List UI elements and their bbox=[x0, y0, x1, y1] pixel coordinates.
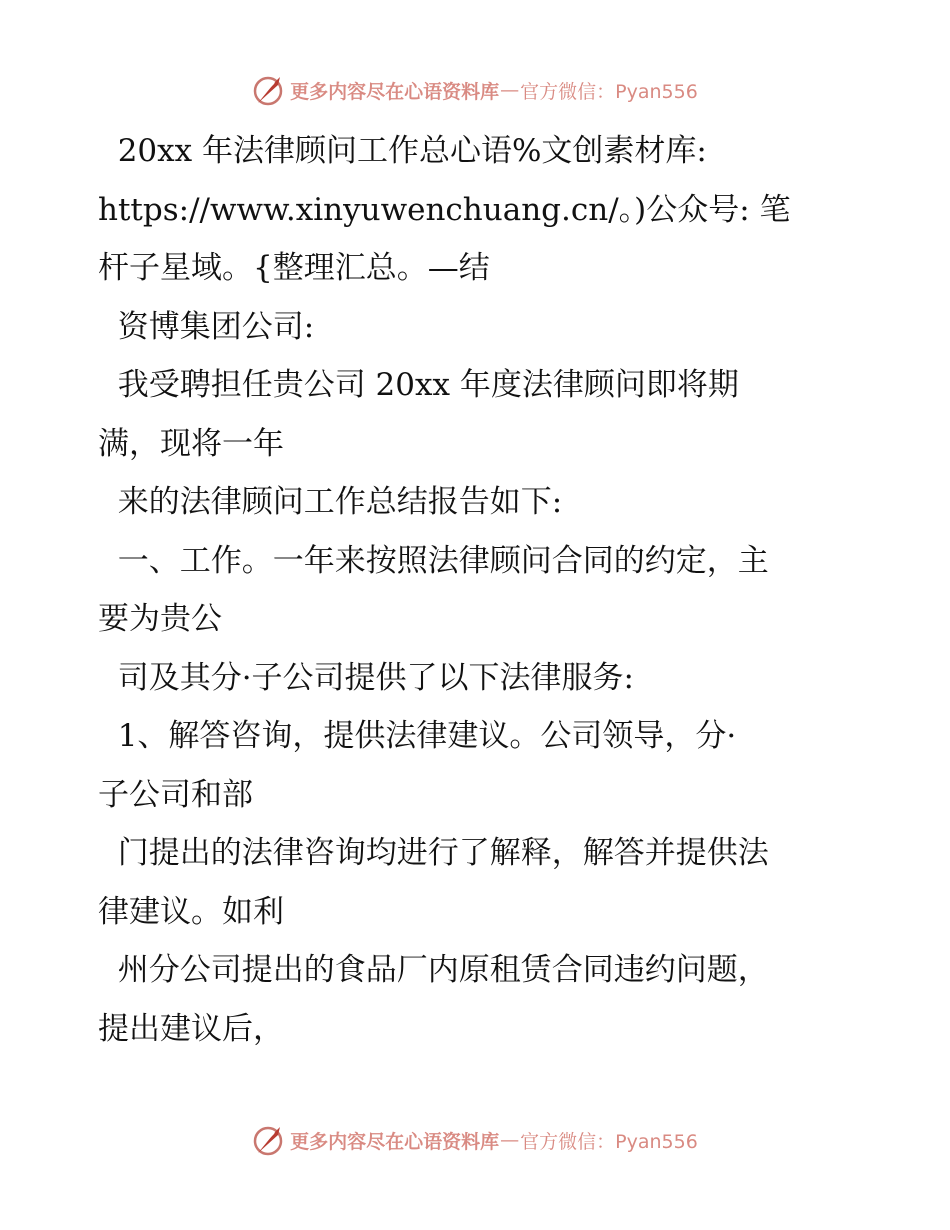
document-line: 司及其分·子公司提供了以下法律服务: bbox=[98, 659, 635, 696]
document-line: 满，现将一年 bbox=[98, 425, 284, 462]
footer-watermark bbox=[0, 1120, 950, 1160]
document-line: 提出建议后， bbox=[98, 1010, 284, 1047]
document-line: 门提出的法律咨询均进行了解释，解答并提供法 bbox=[98, 835, 769, 871]
document-line: 律建议。如利 bbox=[98, 893, 284, 930]
brand-wechat: 官方微信：Pyan556 bbox=[520, 80, 698, 103]
document-line: 州分公司提出的食品厂内原租赁合同违约问题， bbox=[98, 952, 769, 988]
quill-pen-circle-icon bbox=[252, 73, 286, 107]
brand-wechat: 官方微信：Pyan556 bbox=[520, 1130, 698, 1153]
header-watermark bbox=[0, 70, 950, 110]
brand-separator: — bbox=[500, 79, 520, 101]
document-body bbox=[98, 122, 858, 1058]
document-line: 资博集团公司: bbox=[98, 308, 315, 345]
brand-separator: — bbox=[500, 1129, 520, 1151]
brand-name: 更多内容尽在心语资料库 bbox=[290, 80, 500, 103]
quill-pen-circle-icon bbox=[252, 1123, 286, 1157]
document-line: https://www.xinyuwenchuang.cn/。)公众号: 笔 bbox=[98, 191, 791, 228]
document-line: 1、解答咨询，提供法律建议。公司领导，分· bbox=[98, 718, 737, 754]
document-line: 20xx 年法律顾问工作总心语%文创素材库: bbox=[98, 133, 707, 169]
brand-name: 更多内容尽在心语资料库 bbox=[290, 1130, 500, 1153]
document-line: 来的法律顾问工作总结报告如下: bbox=[98, 484, 563, 520]
document-line: 子公司和部 bbox=[98, 776, 253, 813]
document-line: 我受聘担任贵公司 20xx 年度法律顾问即将期 bbox=[98, 367, 739, 403]
document-line: 要为贵公 bbox=[98, 601, 222, 637]
document-line: 杆子星域。{整理汇总。—结 bbox=[98, 250, 490, 286]
document-line: 一、工作。一年来按照法律顾问合同的约定，主 bbox=[98, 542, 769, 579]
